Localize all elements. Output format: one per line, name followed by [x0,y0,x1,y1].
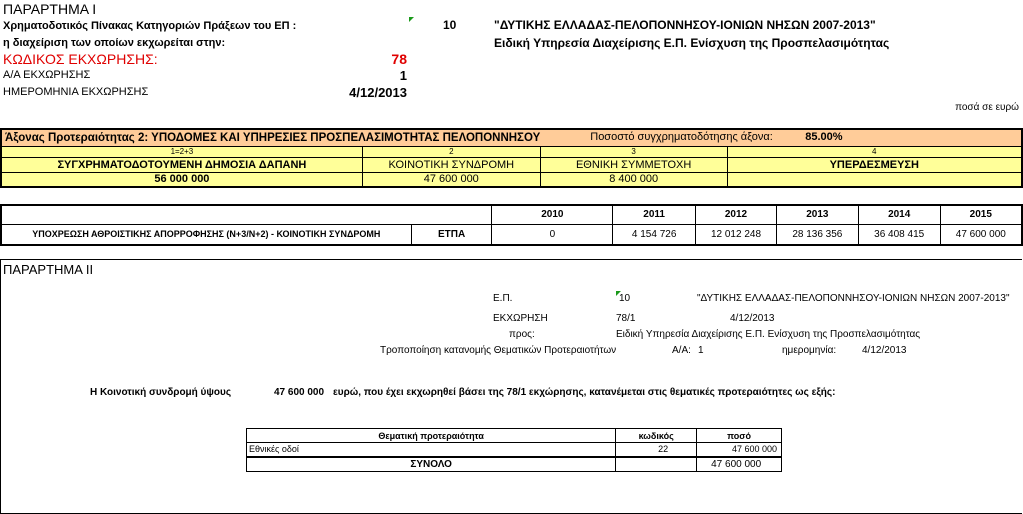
th-priority: Θεματική προτεραιότητα [247,429,616,443]
value-public-expenditure: 56 000 000 [1,172,362,187]
absorption-row-label: ΥΠΟΧΡΕΩΣΗ ΑΘΡΟΙΣΤΙΚΗΣ ΑΠΟΡΡΟΦΗΣΗΣ (Ν+3/Ν+2) - ΚΟΙΝΟΤΙΚΗ ΣΥΝΔΡΟΜΗ [1,224,411,245]
annex2-date-value: 4/12/2013 [862,345,907,356]
assignment-code-label: ΚΩΔΙΚΟΣ ΕΚΧΩΡΗΣΗΣ: [3,51,158,67]
annex2-assign-value: 78/1 [616,313,636,324]
absorption-value-2012: 12 012 248 [696,224,777,245]
th-amount: ποσό [697,429,782,443]
year-2012: 2012 [696,205,777,224]
total-label: ΣΥΝΟΛΟ [247,457,616,472]
amounts-note: ποσά σε ευρώ [955,102,1019,113]
allocation-sentence-part2: ευρώ, που έχει εκχωρηθεί βάσει της 78/1 εκχώρησης, κατανέμεται στις θεματικές προτεραιότητες ως εξής: [333,387,836,398]
year-2014: 2014 [858,205,940,224]
priority-axis-table [0,128,1023,188]
annex2-ep-code: 10 [619,293,631,304]
absorption-value-2015: 47 600 000 [940,224,1022,245]
annex1-title: ΠΑΡΑΡΤΗΜΑ Ι [3,1,97,17]
header-national-participation: ΕΘΝΙΚΗ ΣΥΜΜΕΤΟΧΗ [540,157,727,172]
th-code: κωδικός [616,429,697,443]
assignment-aa-label: Α/Α ΕΚΧΩΡΗΣΗΣ [3,69,91,81]
col-number-1: 1=2+3 [1,146,362,157]
allocation-sentence-amount: 47 600 000 [274,387,325,398]
allocation-sentence-part1: Η Κοινοτική συνδρομή ύψους [90,387,232,398]
annex2-assign-date: 4/12/2013 [730,313,775,324]
value-overcommitment [727,172,1022,187]
fund-name: ΕΤΠΑ [411,224,492,245]
value-community-contribution: 47 600 000 [362,172,540,187]
priority-amount: 47 600 000 [697,443,782,457]
header-community-contribution: ΚΟΙΝΟΤΙΚΗ ΣΥΝΔΡΟΜΗ [362,157,540,172]
annex2-aa-value: 1 [698,345,704,356]
absorption-value-2011: 4 154 726 [613,224,696,245]
thematic-priority-table [246,428,782,472]
annex2-ep-name: "ΔΥΤΙΚΗΣ ΕΛΛΑΔΑΣ-ΠΕΛΟΠΟΝΝΗΣΟΥ-ΙΟΝΙΩΝ ΝΗΣΩΝ 2007-2013" [697,293,1010,304]
absorption-value-2010: 0 [492,224,613,245]
col-number-2: 2 [362,146,540,157]
annex2-to-value: Ειδική Υπηρεσία Διαχείρισης Ε.Π. Ενίσχυση της Προσπελασιμότητας [616,329,921,340]
annex2-to-label: προς: [509,329,535,340]
agency-name: Ειδική Υπηρεσία Διαχείρισης Ε.Π. Ενίσχυση της Προσπελασιμότητας [494,36,890,50]
absorption-table [0,204,1023,246]
fin-table-label: Χρηματοδοτικός Πίνακας Κατηγοριών Πράξεων του ΕΠ : [3,20,297,32]
header-public-expenditure: ΣΥΓΧΡΗΜΑΤΟΔΟΤΟΥΜΕΝΗ ΔΗΜΟΣΙΑ ΔΑΠΑΝΗ [1,157,362,172]
cofinancing-rate-value: 85.00% [805,131,843,143]
value-national-participation: 8 400 000 [540,172,727,187]
absorption-value-2013: 28 136 356 [776,224,858,245]
col-number-4: 4 [727,146,1022,157]
col-number-3: 3 [540,146,727,157]
year-2015: 2015 [940,205,1022,224]
header-overcommitment: ΥΠΕΡΔΕΣΜΕΥΣΗ [727,157,1022,172]
assignment-date-value: 4/12/2013 [349,85,407,100]
annex2-assign-label: ΕΚΧΩΡΗΣΗ [493,313,548,324]
year-2011: 2011 [613,205,696,224]
assignment-date-label: ΗΜΕΡΟΜΗΝΙΑ ΕΚΧΩΡΗΣΗΣ [3,86,149,98]
managed-by-label: η διαχείριση των οποίων εκχωρείται στην: [3,37,226,49]
annex2-aa-label: Α/Α: [672,345,691,356]
annex2-date-label: ημερομηνία: [782,345,837,356]
total-value: 47 600 000 [697,457,782,472]
assignment-aa-value: 1 [399,68,407,83]
annex2-ep-label: Ε.Π. [493,293,513,304]
priority-name: Εθνικές οδοί [247,443,616,457]
absorption-value-2014: 36 408 415 [858,224,940,245]
ep-name: "ΔΥΤΙΚΗΣ ΕΛΛΑΔΑΣ-ΠΕΛΟΠΟΝΝΗΣΟΥ-ΙΟΝΙΩΝ ΝΗΣΩΝ 2007-2013" [494,18,876,32]
annex2-modification-label: Τροποποίηση κατανομής Θεματικών Προτεραιοτήτων [380,345,617,356]
year-2010: 2010 [492,205,613,224]
cofinancing-rate-label: Ποσοστό συγχρηματοδότησης άξονα: [590,131,773,143]
assignment-code-value: 78 [391,51,407,67]
year-2013: 2013 [776,205,858,224]
annex2-title: ΠΑΡΑΡΤΗΜΑ ΙΙ [3,262,94,277]
ep-code: 10 [443,18,457,32]
cell-comment-marker-icon [409,17,414,22]
priority-code: 22 [616,443,697,457]
table-row [247,443,782,457]
axis-title: Άξονας Προτεραιότητας 2: ΥΠΟΔΟΜΕΣ ΚΑΙ ΥΠΗΡΕΣΙΕΣ ΠΡΟΣΠΕΛΑΣΙΜΟΤΗΤΑΣ ΠΕΛΟΠΟΝΝΗΣΟΥ [5,131,541,144]
